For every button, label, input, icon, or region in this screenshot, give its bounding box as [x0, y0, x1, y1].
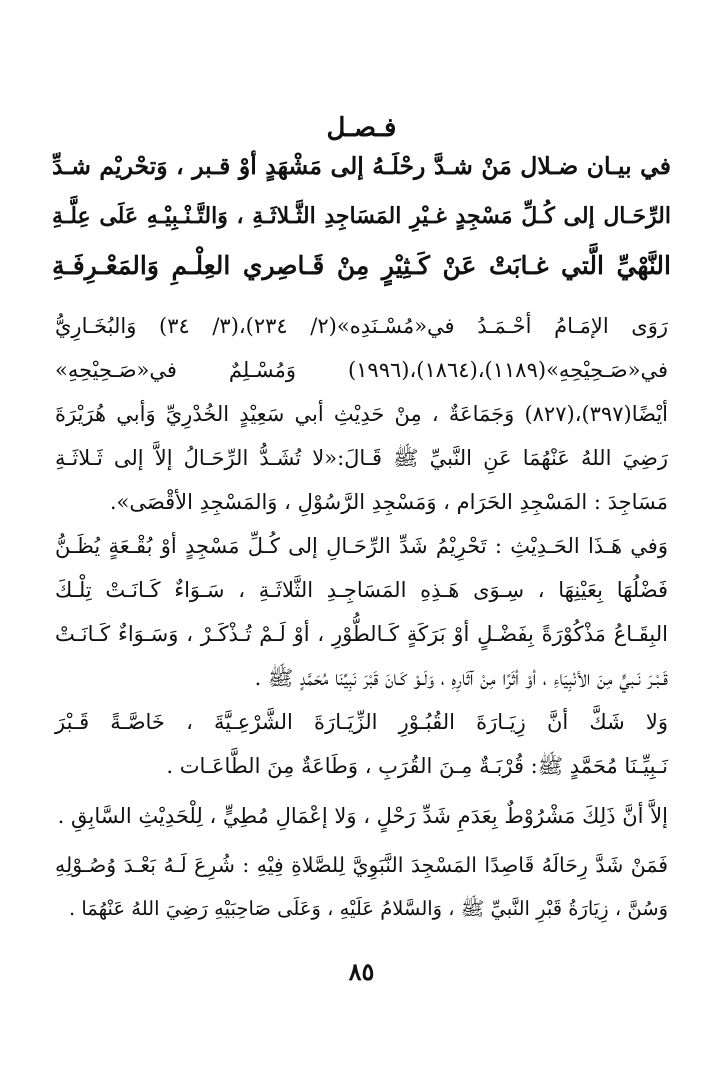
text-line-5: مَسَاجِدَ : المَسْجِدِ الحَرَام ، وَمَسْجِدِ الرَّسُوْلِ ، وَالمَسْجِدِ الأقْصَى». — [109, 490, 668, 514]
section-heading: فـصـل — [326, 113, 397, 143]
text-line-6: وَفي هَـذَا الحَـدِيْثِ : تَحْرِيْمُ شَدِّ الرِّحَـالِ إلى كُـلِّ مَسْجِدٍ أوْ بُقْـعَةٍ يُظَـنُّ — [55, 534, 668, 558]
text-line-7: فَضْلُهَا بِعَيْنِهَا ، سِـوَى هَـذِهِ المَسَاجِـدِ الثَّلاثَـةِ ، سَـوَاءٌ كَـانَـتْ تِلْـكَ — [55, 578, 668, 602]
text-line-10: وَلا شَكَّ أنَّ زِيَـارَةَ القُبُـوْرِ الزِّيَـارَةَ الشَّرْعِـيَّةَ ، خَاصَّـةً قَـبْرَ — [55, 710, 668, 734]
text-line-13: فَمَنْ شَدَّ رِحَالَهُ قَاصِدًا المَسْجِدَ النَّبَوِيَّ لِلصَّلاةِ فِيْهِ : شُرِعَ لَـهُ بَعْـدَ وُصُـوْلِهِ — [55, 853, 668, 877]
text-line-12: إلاَّ أنَّ ذَلِكَ مَشْرُوْطٌ بِعَدَمِ شَدِّ رَحْلٍ ، وَلا إعْمَالِ مُطِيٍّ ، لِلْحَدِيْثِ السَّابِقِ . — [57, 804, 668, 828]
chapter-title-line-2: الرِّحَـال إلى كُـلِّ مَسْجِدٍ غـيْرِ المَسَاجِدِ الثَّـلاثَـةِ ، وَالتَّـنْـبِيْـهِ عَلَى عِلَّـةِ — [52, 203, 671, 229]
text-line-11: نَـبِيِّـنَا مُحَمَّدٍ ﷺ: قُرْبَـةٌ مِـنَ القُرَبِ ، وَطَاعَةٌ مِنَ الطَّاعَـات . — [166, 754, 668, 778]
text-line-3: أيْضًا(٣٩٧)،(٨٢٧) وَجَمَاعَةٌ ، مِنْ حَدِيْثِ أبي سَعِيْدٍ الخُدْرِيِّ وَأبي هُرَيْرَةَ — [55, 402, 668, 426]
text-line-2: في«صَـحِيْحِهِ»(١١٨٩)،(١٨٦٤)،(١٩٩٦) وَمُسْـلِمٌ في«صَـحِيْحِهِ» — [55, 358, 668, 382]
page-number: ٨٥ — [348, 957, 375, 986]
text-line-9: قَـبْـرَ نَـبيٍّ مِنَ الأنْبِيَاءِ ، أوْ أثَرًا مِنْ آثَارِهِ ، وَلَـوْ كَـانَ قَبْرَ نَبِيِّنَا مُحَمَّدٍ ﷺ . — [254, 666, 668, 690]
chapter-title-line-3: النَّهْيِّ الَّتي غـابَتْ عَنْ كَـثِيْرٍ مِنْ قَـاصِري العِلْـمِ وَالمَعْـرِفَـةِ — [52, 251, 671, 280]
text-line-1: رَوَى الإمَـامُ أحْـمَـدُ في«مُسْـنَدِه»(٢/ ٢٣٤)،(٣/ ٣٤) وَالبُخَـارِيُّ — [55, 314, 668, 338]
text-line-8: البِقَـاعُ مَذْكُوْرَةً بِفَضْـلٍ أوْ بَرَكَةٍ كَـالطُّوْرِ ، أوْ لَـمْ تُـذْكَـرْ ، وَسَـوَاءٌ كَـانَـتْ — [55, 622, 668, 646]
text-line-4: رَضِيَ اللهُ عَنْهُمَا عَنِ النَّبيِّ ﷺ قَـالَ:«لا تُشَـدُّ الرِّحَـالُ إلاَّ إلى ثَـلاثَـةِ — [55, 446, 668, 470]
chapter-title-line-1: في بيـان ضـلال مَنْ شـدَّ رحْلَـهُ إلى مَشْهَدٍ أوْ قـبر ، وَتحْريْم شـدِّ — [52, 152, 671, 180]
text-line-14: وَسُنَّ ، زِيَارَةُ قَبْرِ النَّبيِّ ﷺ ، وَالسَّلامُ عَلَيْهِ ، وَعَلَى صَاحِبَيْهِ رَضِيَ اللهُ عَنْهُمَا . — [68, 897, 668, 920]
